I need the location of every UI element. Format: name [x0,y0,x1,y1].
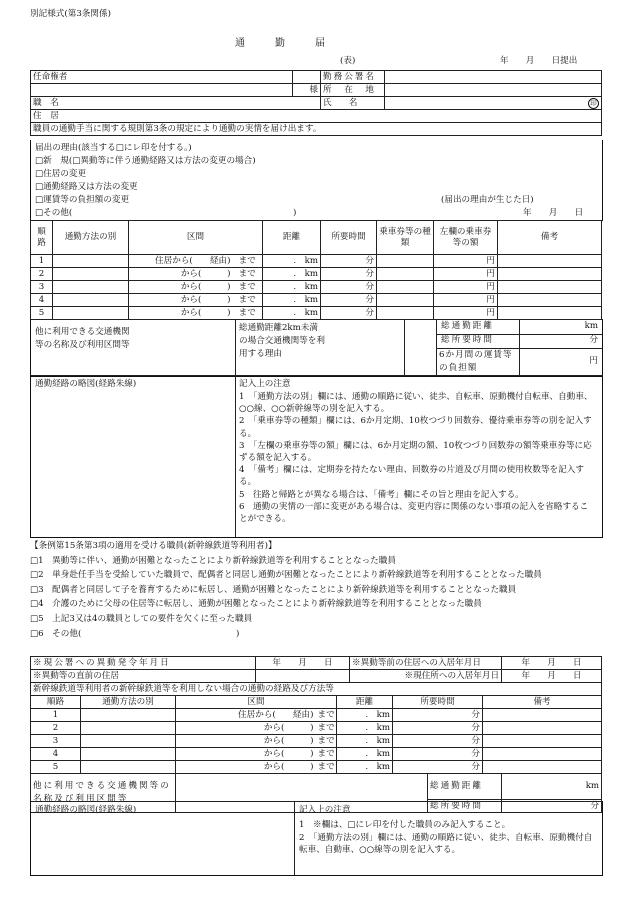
appointer-label: 任命権者 [31,71,293,84]
declaration: 職員の通勤手当に関する規則第3条の規定により通勤の実情を届け出ます。 [31,123,602,136]
submit-date: 年 月 日提出 [500,56,578,66]
table-row: 1 住居から( 経由) まで . km 分 [31,709,602,722]
total-distance-unit-2[interactable]: km [502,774,602,800]
table-row: 3 から( ) まで . km 分 [31,735,602,748]
form-side: (表) [340,56,356,66]
note-item: 1 「通勤方法の別」欄には、通勤の順路に従い、徒歩、自転車、原動機付自転車、自動車、○○線、○○新幹線等の別を記入する。 [239,392,593,415]
shinkansen-table-caption: 新幹線鉄道等利用者の新幹線鉄道等を利用しない場合の通勤の経路及び方法等 [31,683,602,696]
shinkansen-option-1[interactable]: □1 異動等に伴い、通勤が困難となったことにより新幹線鉄道等を利用することとなった職員 [30,555,396,566]
col-time: 所要時間 [393,696,483,709]
other-transport-label: 他に利用できる交通機関等の名称及び利用区間等 [35,327,130,350]
table-row: 2 から( ) まで . km 分 円 [31,268,602,281]
note-item: 6 通勤の実情の一部に変更がある場合は、変更内容に関係のない事項の記入を省略することができる。 [239,501,589,525]
residence-field[interactable] [31,110,602,123]
shinkansen-table [30,656,602,813]
table-row: 3 から( ) まで . km 分 円 [31,281,602,294]
shinkansen-option-3[interactable]: □3 配偶者と同居して子を養育するために転居し、通勤が困難となったことにより新幹線鉄道等を利用することとなった職員 [30,584,517,595]
name-label: 氏 名 [321,97,385,110]
shinkansen-option-6[interactable]: □6 その他( ) [30,628,240,639]
reason-other-checkbox[interactable]: □その他( [35,208,73,218]
table-row: 1 住居から( 経由) まで . km 分 円 [31,255,602,268]
reasons-box [30,140,603,221]
col-order: 順路 [31,696,81,709]
reason-date[interactable]: 年 月 日 [523,208,584,218]
table-row: 4 から( ) まで . km 分 円 [31,294,602,307]
col-distance: 距離 [263,221,321,255]
name-value[interactable] [385,97,602,110]
reason-new-checkbox[interactable]: □新 規(□異動等に伴う通勤経路又は方法の変更の場合) [35,156,256,166]
transfer-date-value[interactable]: 年 月 日 [256,657,350,670]
note-item: 1 ※欄は、□にレ印を付した職員のみ記入すること。 [299,820,511,830]
prev-residence-label: ※異動等の直前の住居 [31,670,256,683]
reason-date-note: (届出の理由が生じた日) [441,195,534,205]
table-row: 5 から( ) まで . km 分 円 [31,307,602,320]
seal-icon: 印 [588,98,599,109]
shinkansen-option-2[interactable]: □2 単身赴任手当を受給していた職員で、配偶者と同居し通勤が困難となったことにより新幹線鉄道等を利用することとなった職員 [30,570,542,581]
shinkansen-title: 【条例第15条第3項の適用を受ける職員(新幹線鉄道等利用者)】 [30,541,277,551]
table-row: 5 から( ) まで . km 分 [31,761,602,774]
fare-6month-label: 6か月間の運賃等の負担額 [439,350,513,373]
total-time-unit-2[interactable]: 分 [502,800,602,813]
col-ticket: 乗車券等の種類 [377,221,434,255]
applicant-info-table [30,70,602,136]
col-remarks: 備考 [498,221,602,255]
notes-title-2: 記入上の注意 [299,805,351,815]
sketch-label-2: 通勤経路の略図(経路朱線) [35,805,137,815]
col-fare: 左欄の乗車券等の額 [434,221,498,255]
form-id: 別記様式(第3条関係) [30,9,111,19]
col-time: 所要時間 [321,221,377,255]
reason-route-checkbox[interactable]: □通勤経路又は方法の変更 [35,182,138,192]
total-time-unit[interactable]: 分 [589,335,598,345]
bottom-sketch-notes-box [30,801,603,876]
sketch-notes-box [30,375,603,538]
sketch-label: 通勤経路の略図(経路朱線) [35,379,137,389]
address-value[interactable] [385,84,602,97]
under-2km-label: 総通勤距離2km未満の場合交通機関等を利用する理由 [239,323,325,359]
reason-residence-checkbox[interactable]: □住居の変更 [35,169,87,179]
col-section: 区間 [129,221,263,255]
route-table [30,220,602,320]
total-time-label: 総所要時間 [441,335,494,345]
table-row: 2 から( ) まで . km 分 [31,722,602,735]
note-item: 3 「左欄の乗車券等の額」欄には、6か月定期の額、10枚つづり回数券の額等乗車券等に応ずる額を記入する。 [239,440,592,464]
notes-list-2 [299,819,597,857]
reason-other-close: ) [293,208,297,218]
office-label: 勤務公署名 [321,71,385,84]
sama-label: 様 [293,84,321,97]
position-field[interactable] [31,97,321,110]
col-distance: 距離 [337,696,393,709]
other-transport-label-2: 他に利用できる交通機関等の名称及び利用区間等 [31,774,176,813]
shinkansen-option-5[interactable]: □5 上記3又は4の職員としての要件を欠くに至った職員 [30,613,253,624]
shinkansen-option-4[interactable]: □4 介護のために父母の住居等に転居し、通勤が困難となったことにより新幹線鉄道等を利用することとなった職員 [30,599,482,610]
note-item: 2 「乗車券等の種類」欄には、6か月定期、10枚つづり回数券、優待乗車券等の別を記入する。 [239,416,592,439]
note-item: 2 「通勤方法の別」欄には、通勤の順路に従い、徒歩、自転車、原動機付自転車、自動車、○○線等の別を記入する。 [299,832,593,855]
notes-title: 記入上の注意 [239,379,291,389]
total-distance-unit[interactable]: km [584,321,598,331]
total-time-label-2: 総所要時間 [428,800,502,813]
prev-residence-value[interactable] [256,670,350,683]
table-row: 4 から( ) まで . km 分 [31,748,602,761]
reason-fare-checkbox[interactable]: □運賃等の負担額の変更 [35,195,130,205]
other-transport-box [30,319,603,377]
fare-6month-unit[interactable]: 円 [589,356,598,366]
col-method: 通勤方法の別 [81,696,176,709]
col-method: 通勤方法の別 [53,221,129,255]
notes-list [239,391,596,525]
col-section: 区間 [176,696,337,709]
residence-label: 住 居 [33,110,59,121]
shinkansen-section [30,539,605,641]
col-remarks: 備考 [483,696,602,709]
reasons-title: 届出の理由(該当する□にレ印を付する。) [35,143,192,153]
office-value[interactable] [385,71,602,84]
form-title: 通 勤 届 [235,38,325,49]
prev-residence-date-label: ※異動等前の住居への入居年月日 [350,657,502,670]
note-item: 4 「備考」欄には、定期券を持たない理由、回数券の片道及び月間の使用枚数等を記入する。 [239,465,584,488]
col-order: 順路 [31,221,53,255]
total-distance-label: 総通勤距離 [441,321,494,331]
address-label: 所 在 地 [321,84,385,97]
prev-residence-date-value[interactable]: 年 月 日 [502,657,602,670]
current-residence-date-value[interactable]: 年 月 日 [502,670,602,683]
current-residence-date-label: ※現住所への入居年月日 [350,670,502,683]
position-label: 職 名 [33,97,59,108]
transfer-date-label: ※現公署への異動発令年月日 [31,657,256,670]
total-distance-label-2: 総通勤距離 [428,774,502,800]
note-item: 5 往路と帰路とが異なる場合は、「備考」欄にその旨と理由を記入する。 [239,489,524,500]
